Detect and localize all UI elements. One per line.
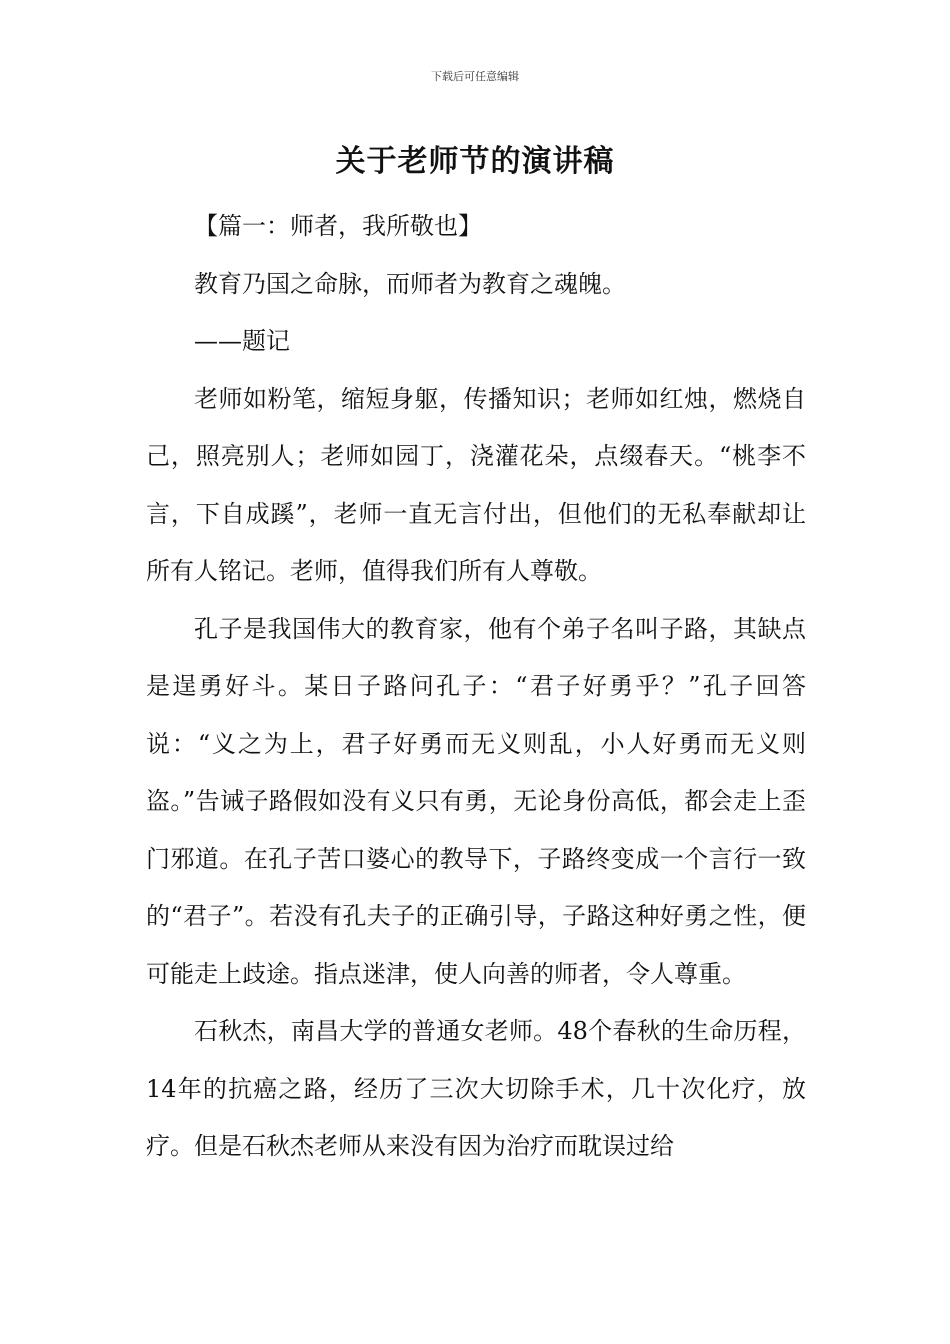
document-body xyxy=(146,198,806,1176)
body-paragraph: 孔子是我国伟大的教育家，他有个弟子名叫子路，其缺点是逞勇好斗。某日子路问孔子：“君子好勇乎？”孔子回答说：“义之为上，君子好勇而无义则乱，小人好勇而无义则盗。”告诫子路假如没有义只有勇，无论身份高低，都会走上歪门邪道。在孔子苦口婆心的教导下，子路终变成一个言行一致的“君子”。若没有孔夫子的正确引导，子路这种好勇之性，便可能走上歧途。指点迷津，使人向善的师者，令人尊重。 xyxy=(146,614,806,988)
body-paragraph: 老师如粉笔，缩短身躯，传播知识；老师如红烛，燃烧自己，照亮别人；老师如园丁，浇灌花朵，点缀春天。“桃李不言，下自成蹊”，老师一直无言付出，但他们的无私奉献却让所有人铭记。老师，值得我们所有人尊敬。 xyxy=(146,384,806,585)
epigraph: 教育乃国之命脉，而师者为教育之魂魄。 xyxy=(194,269,626,298)
epigraph-attribution: ——题记 xyxy=(194,327,290,355)
header-note: 下载后可任意编辑 xyxy=(431,70,519,83)
document-title: 关于老师节的演讲稿 xyxy=(335,144,615,179)
body-paragraph: 石秋杰，南昌大学的普通女老师。48个春秋的生命历程，14年的抗癌之路，经历了三次大切除手术，几十次化疗，放疗。但是石秋杰老师从来没有因为治疗而耽误过给 xyxy=(146,1017,806,1160)
section-heading: 【篇一：师者，我所敬也】 xyxy=(194,212,482,240)
